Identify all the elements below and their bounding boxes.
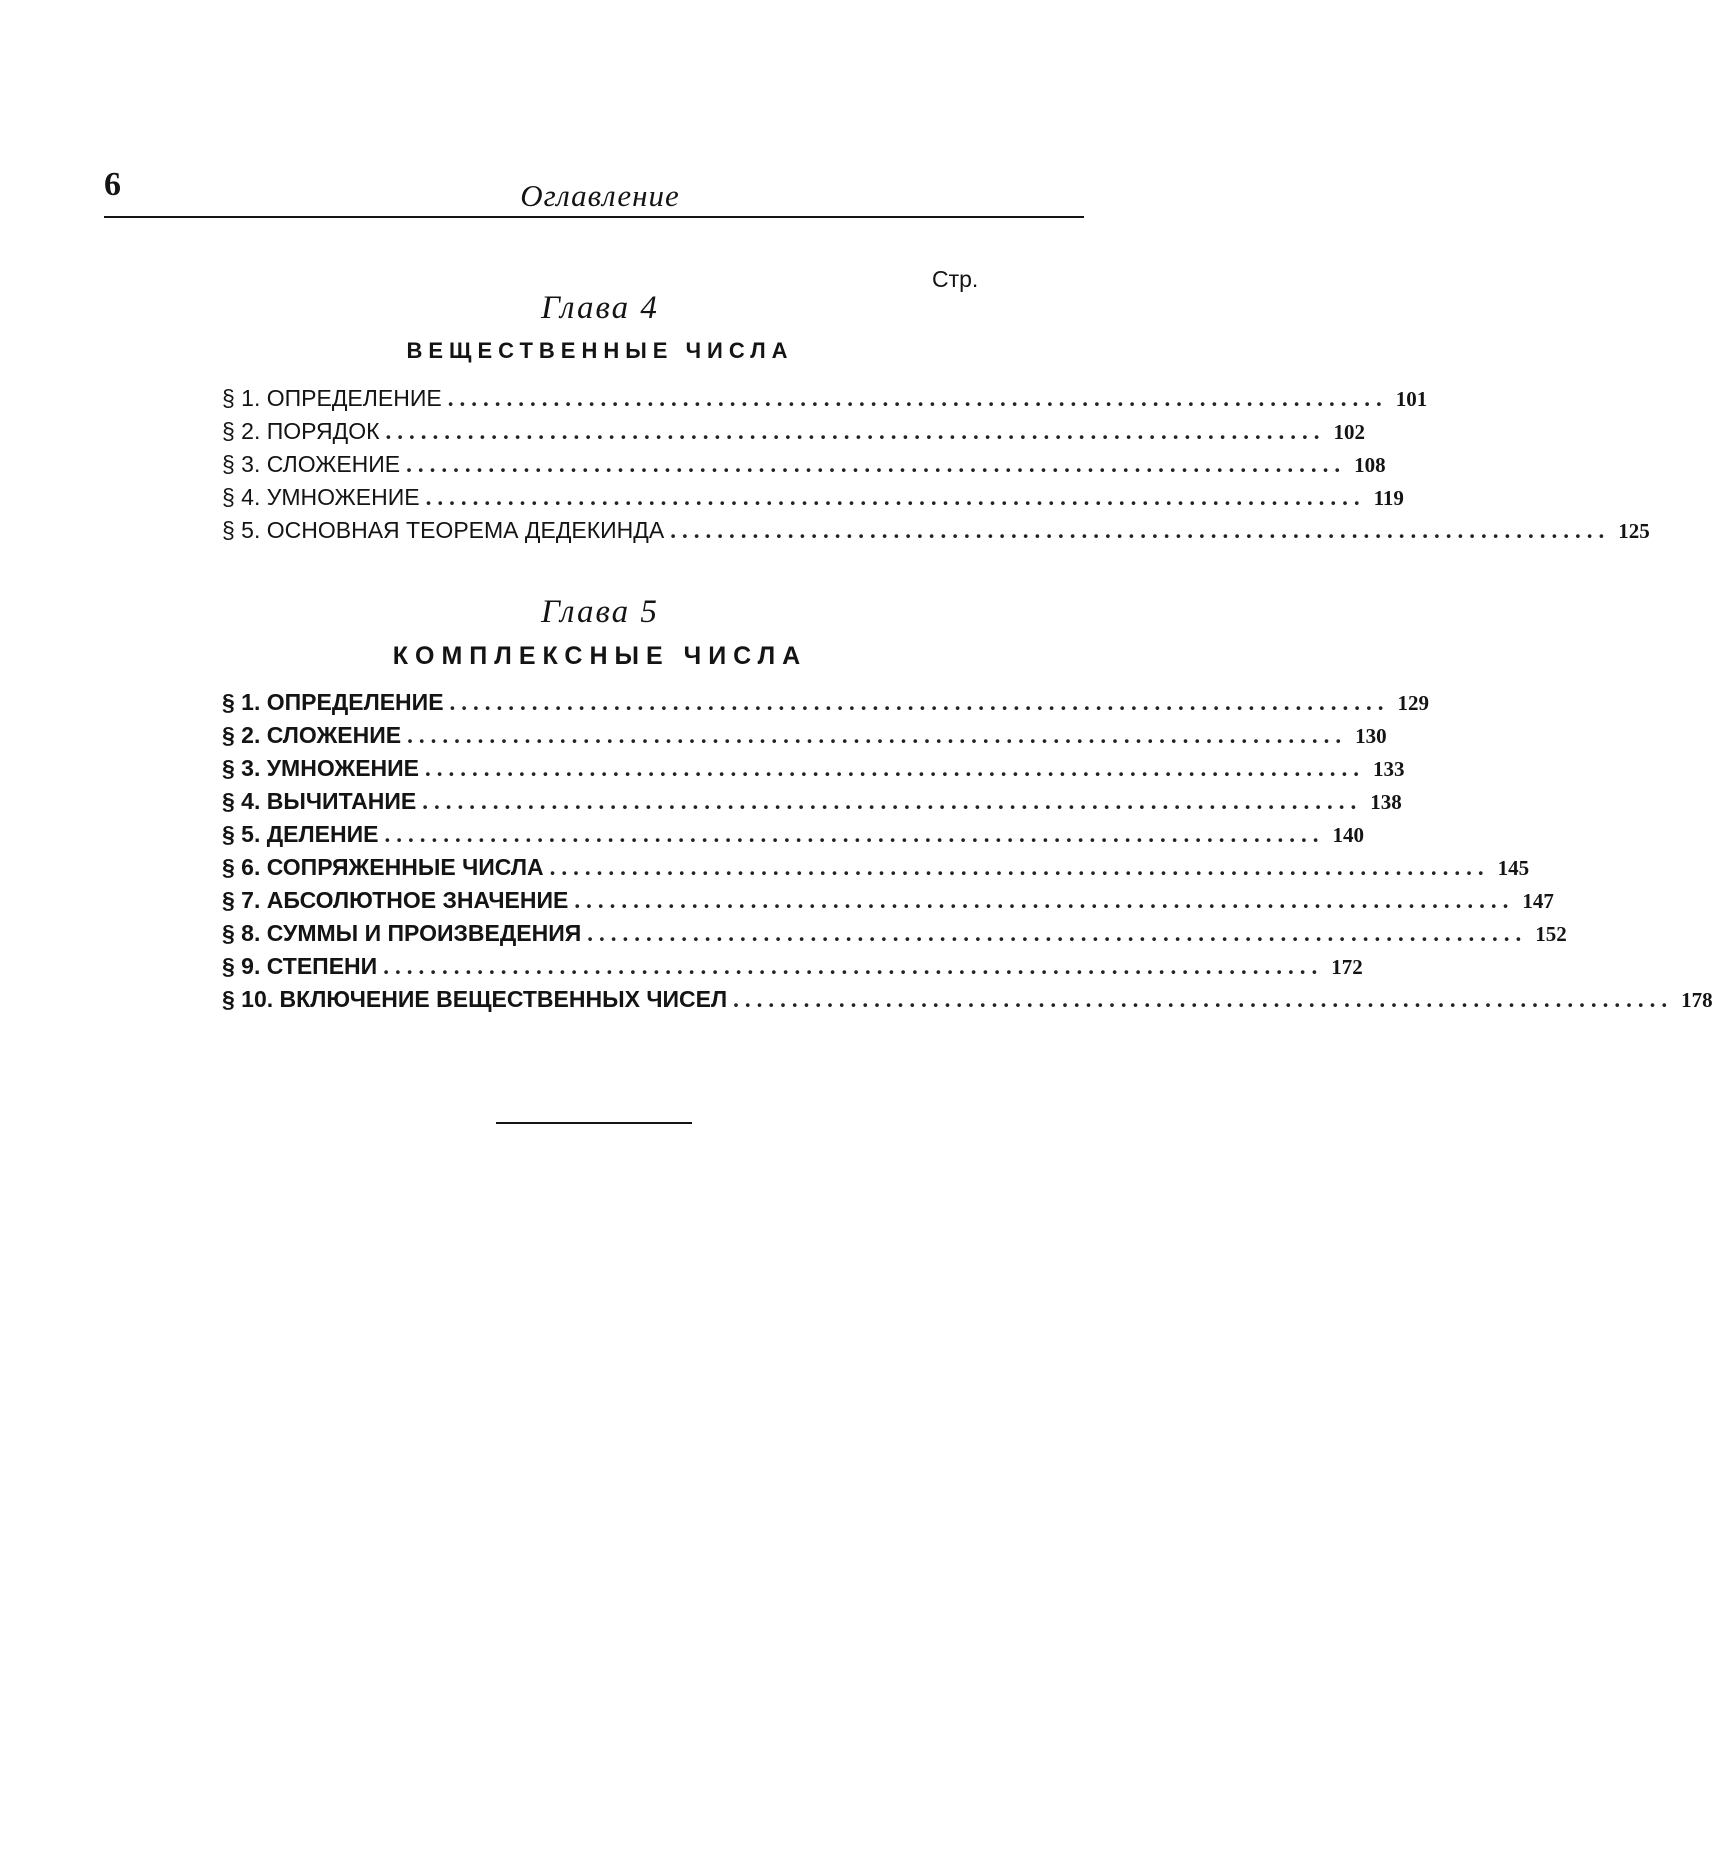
toc-entry	[222, 382, 1428, 415]
toc-dot-leader: ................................................................................	[447, 386, 1388, 411]
page-column-label: Стр.	[932, 266, 979, 292]
chapter-5-title: КОМПЛЕКСНЫЕ ЧИСЛА	[392, 642, 808, 670]
toc-entry-page: 140	[1332, 823, 1364, 847]
toc-entry	[222, 719, 1387, 752]
toc-entry-section: § 10. ВКЛЮЧЕНИЕ ВЕЩЕСТВЕННЫХ ЧИСЕЛ	[222, 986, 728, 1012]
toc-entry-page: 178	[1681, 988, 1713, 1012]
toc-entry-page: 152	[1535, 922, 1567, 946]
toc-entry	[222, 514, 1650, 547]
toc-dot-leader: ................................................................................	[422, 789, 1363, 814]
toc-dot-leader: ................................................................................	[574, 888, 1515, 913]
toc-entry-section: § 6. СОПРЯЖЕННЫЕ ЧИСЛА	[222, 854, 544, 880]
toc-entry	[222, 983, 1713, 1016]
toc-dot-leader: ................................................................................	[587, 921, 1528, 946]
toc-entry	[222, 950, 1363, 983]
toc-entry-section: § 4. УМНОЖЕНИЕ	[222, 484, 420, 510]
toc-entry-page: 119	[1373, 486, 1404, 510]
toc-entry-section: § 2. СЛОЖЕНИЕ	[222, 722, 402, 748]
toc-entry-page: 108	[1354, 453, 1386, 477]
toc-entry	[222, 686, 1430, 719]
toc-entry	[222, 884, 1554, 917]
toc-entry	[222, 448, 1386, 481]
toc-entry-section: § 1. ОПРЕДЕЛЕНИЕ	[222, 689, 444, 715]
toc-dot-leader: ................................................................................	[549, 855, 1490, 880]
toc-entry-page: 138	[1370, 790, 1402, 814]
chapter-4-label: Глава 4	[541, 290, 659, 326]
toc-entry-page: 147	[1522, 889, 1554, 913]
header-rule	[104, 216, 1084, 218]
toc-entry-section: § 7. АБСОЛЮТНОЕ ЗНАЧЕНИЕ	[222, 887, 569, 913]
toc-entry-section: § 5. ДЕЛЕНИЕ	[222, 821, 379, 847]
toc-entry-section: § 8. СУММЫ И ПРОИЗВЕДЕНИЯ	[222, 920, 582, 946]
toc-dot-leader: ................................................................................	[383, 954, 1324, 979]
toc-entry-section: § 4. ВЫЧИТАНИЕ	[222, 788, 417, 814]
toc-entry	[222, 818, 1364, 851]
toc-entry-page: 125	[1618, 519, 1650, 543]
toc-entry	[222, 752, 1405, 785]
toc-entry-page: 133	[1373, 757, 1405, 781]
toc-entry	[222, 851, 1530, 884]
chapter-4-toc	[222, 382, 1650, 547]
toc-entry-section: § 3. УМНОЖЕНИЕ	[222, 755, 420, 781]
toc-dot-leader: ................................................................................	[733, 987, 1674, 1012]
toc-entry-section: § 1. ОПРЕДЕЛЕНИЕ	[222, 385, 442, 411]
toc-entry-section: § 5. ОСНОВНАЯ ТЕОРЕМА ДЕДЕКИНДА	[222, 517, 665, 543]
toc-entry-section: § 9. СТЕПЕНИ	[222, 953, 378, 979]
toc-dot-leader: ................................................................................	[425, 485, 1366, 510]
toc-entry-page: 145	[1497, 856, 1530, 880]
toc-entry-section: § 3. СЛОЖЕНИЕ	[222, 451, 401, 477]
toc-entry-page: 102	[1333, 420, 1365, 444]
toc-dot-leader: ................................................................................	[670, 518, 1611, 543]
toc-dot-leader: ................................................................................	[406, 452, 1347, 477]
toc-entry	[222, 415, 1365, 448]
page-number: 6	[104, 166, 121, 203]
toc-entry-page: 101	[1395, 387, 1428, 411]
chapter-5-label: Глава 5	[541, 594, 659, 630]
toc-entry-page: 172	[1331, 955, 1363, 979]
running-head: Оглавление	[520, 178, 680, 213]
toc-entry	[222, 785, 1402, 818]
toc-dot-leader: ................................................................................	[425, 756, 1366, 781]
toc-entry	[222, 481, 1404, 514]
chapter-4-title: ВЕЩЕСТВЕННЫЕ ЧИСЛА	[406, 338, 794, 363]
closing-rule	[496, 1122, 692, 1124]
toc-entry-section: § 2. ПОРЯДОК	[222, 418, 380, 444]
toc-entry-page: 130	[1355, 724, 1387, 748]
toc-dot-leader: ................................................................................	[449, 690, 1390, 715]
toc-dot-leader: ................................................................................	[407, 723, 1348, 748]
toc-entry-page: 129	[1397, 691, 1430, 715]
toc-dot-leader: ................................................................................	[384, 822, 1325, 847]
toc-entry	[222, 917, 1567, 950]
toc-dot-leader: ................................................................................	[385, 419, 1326, 444]
chapter-5-toc	[222, 686, 1713, 1016]
